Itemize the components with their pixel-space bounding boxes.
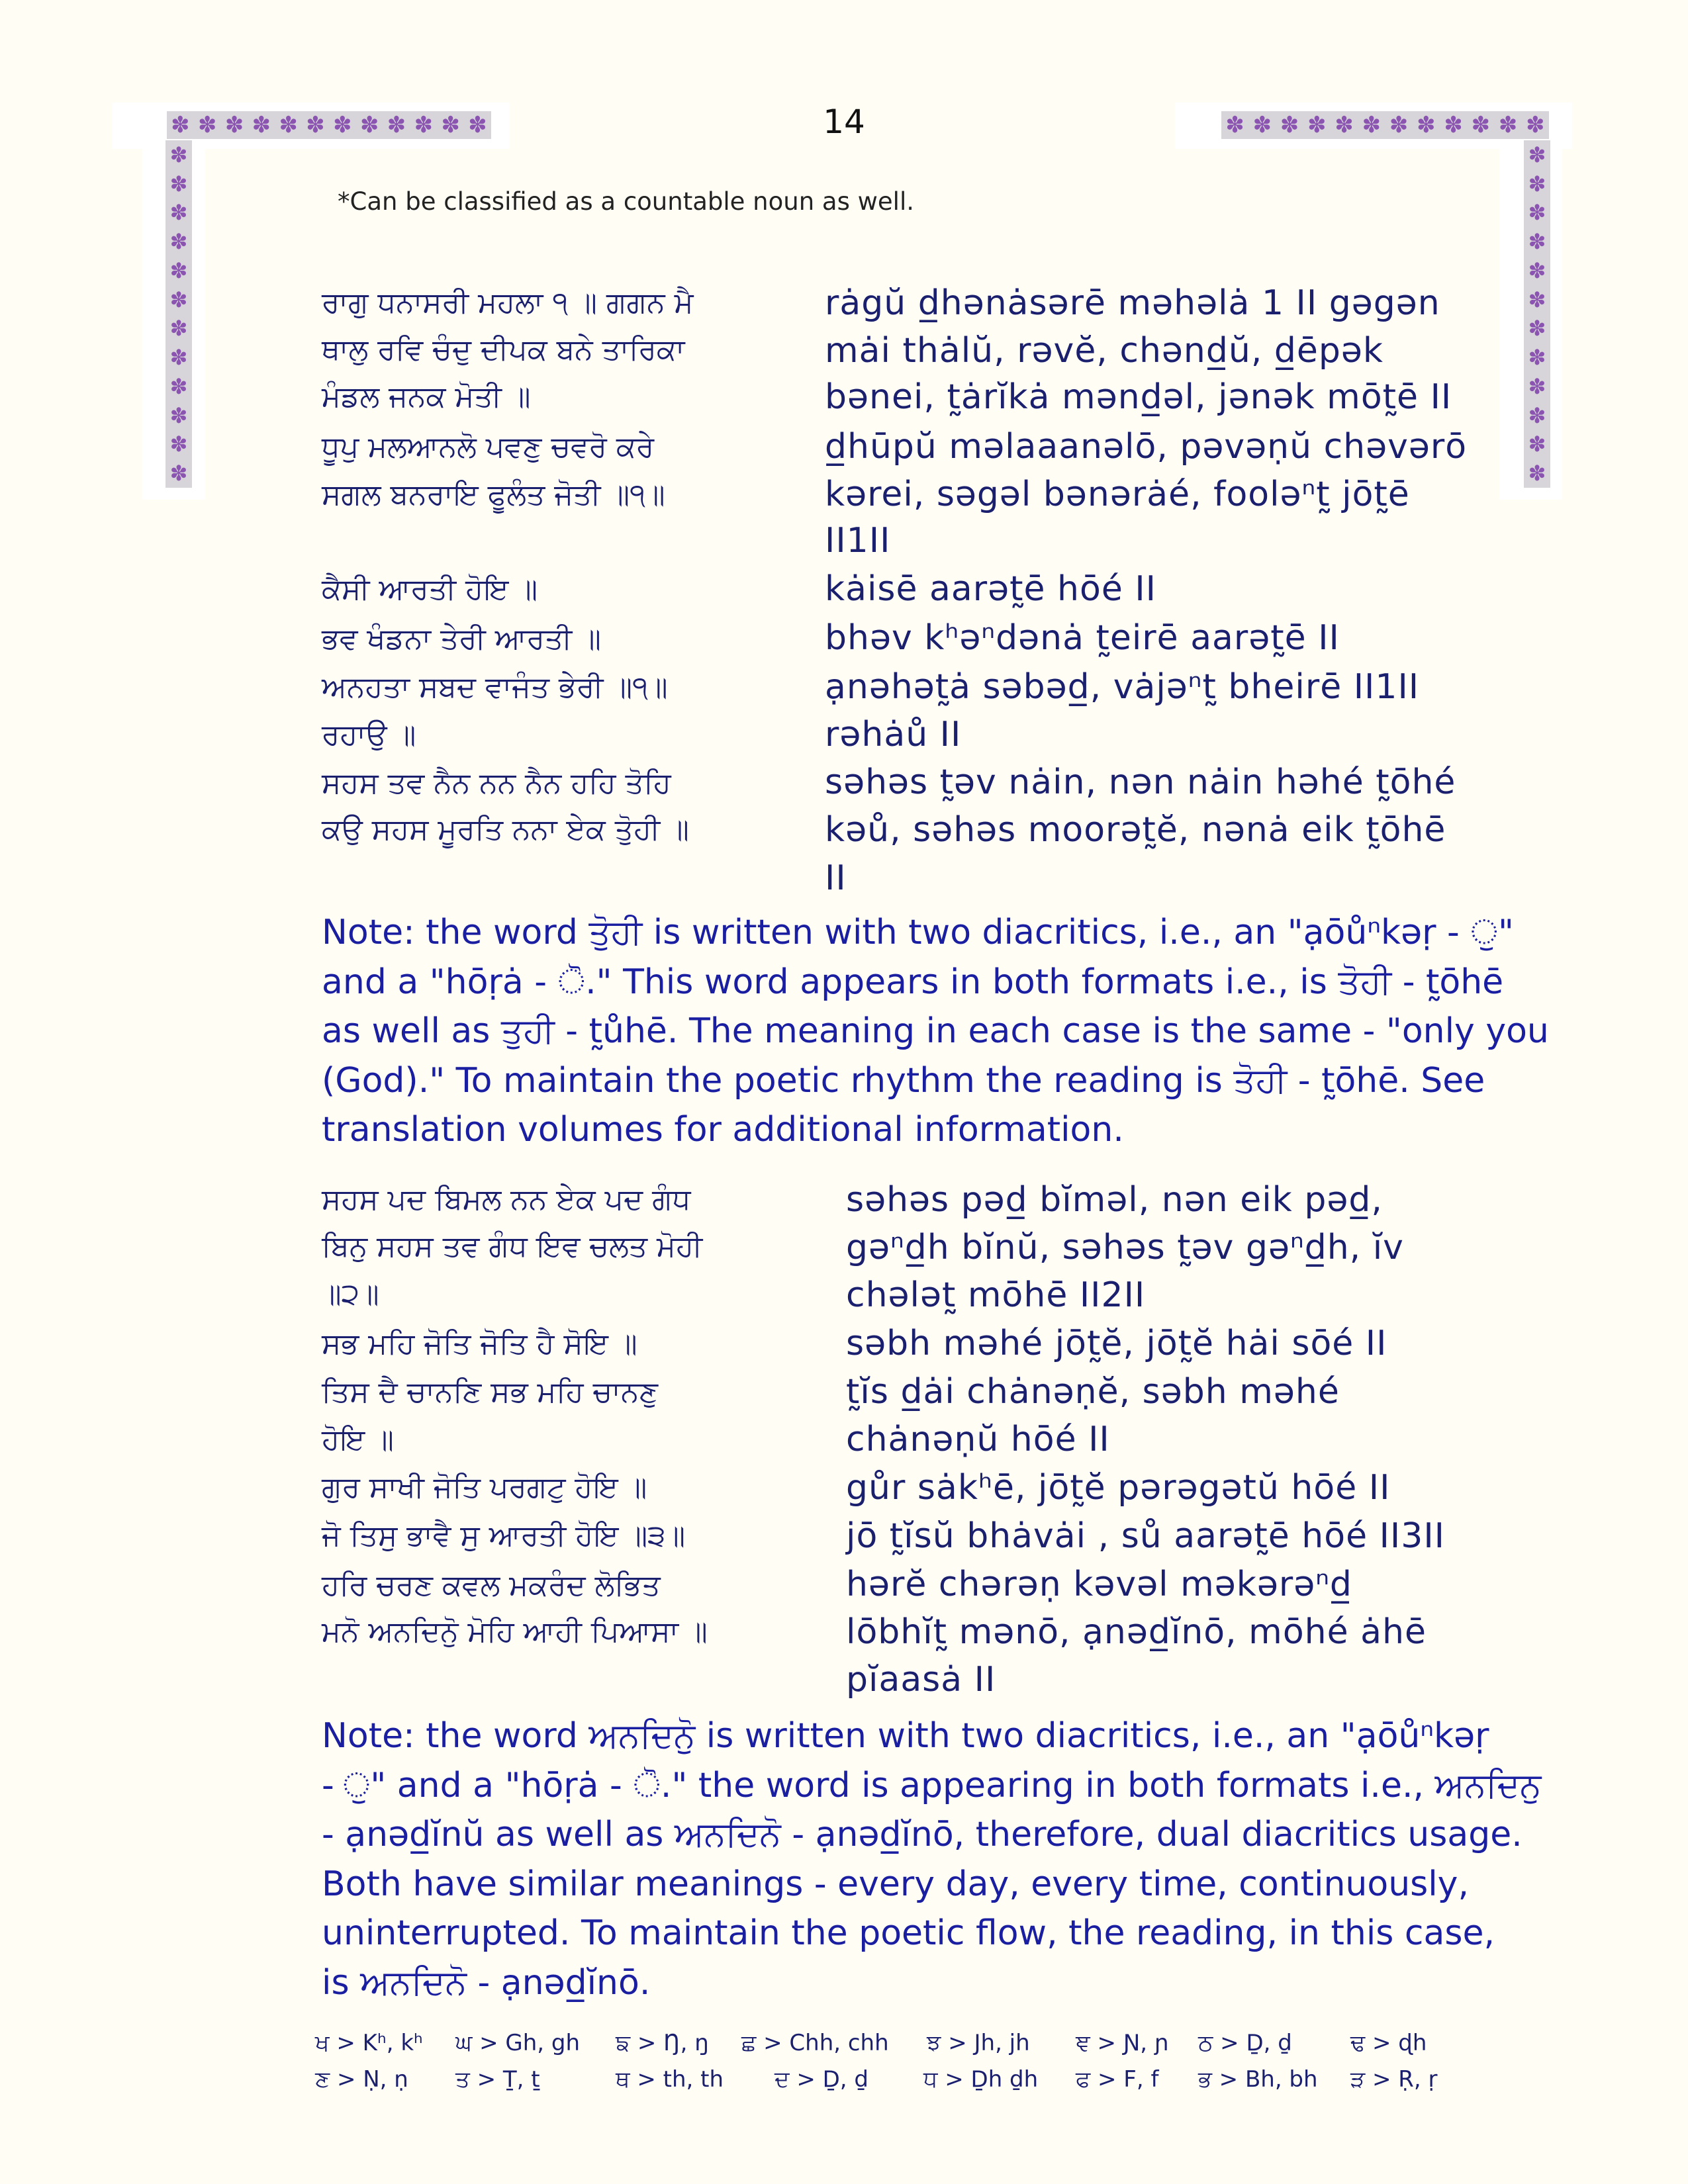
gurmukhi-line: ਜੋ ਤਿਸੁ ਭਾਵੈ ਸੁ ਆਰਤੀ ਹੋਇ ॥੩॥: [322, 1519, 686, 1553]
legend-item: ਙ > Ŋ, ŋ: [616, 2030, 709, 2056]
gurmukhi-line: ਸਹਸ ਤਵ ਨੈਨ ਨਨ ਨੈਨ ਹਹਿ ਤੋਹਿ: [322, 766, 671, 800]
note-line: Note: the word ਅਨਦਿਨੁੋ is written with two diacritics, i.e., an "ạōůⁿkəṛ: [322, 1716, 1489, 1756]
gurmukhi-line: ਸਭ ਮਹਿ ਜੋਤਿ ਜੋਤਿ ਹੈ ਸੋਇ ॥: [322, 1327, 637, 1361]
note-line: - ੁ" and a "hōṛȧ - ੋ." the word is appearing in both formats i.e., ਅਨਦਿਨੁ: [322, 1765, 1542, 1805]
gurmukhi-line: ਭਵ ਖੰਡਨਾ ਤੇਰੀ ਆਰਤੀ ॥: [322, 622, 601, 656]
transliteration-line: səbh məhé jōt̰ĕ, jōt̰ĕ hȧi sōé II: [846, 1324, 1387, 1363]
legend-item: ੜ > Ṛ, ṛ: [1350, 2066, 1438, 2093]
legend-item: ਥ > th, th: [616, 2066, 724, 2093]
note-line: (God)." To maintain the poetic rhythm the reading is ਤੋਹੀ - t̰ōhē. See: [322, 1060, 1485, 1101]
transliteration-line: t̰ĭs d̲ȧi chȧnəṇĕ, səbh məhé: [846, 1372, 1340, 1412]
transliteration-line: kərei, səgəl bənərȧé, fooləⁿt̰ jōt̰ē: [825, 475, 1410, 514]
gurmukhi-line: ਰਹਾਉ ॥: [322, 718, 416, 752]
transliteration-line: II: [825, 858, 847, 898]
legend-item: ਠ > Ḏ, ḏ: [1198, 2030, 1292, 2056]
transliteration-line: lōbhĭt̰ mənō, ạnəd̲ĭnō, mōhé ȧhē: [846, 1612, 1427, 1652]
transliteration-line: ạnəhət̰ȧ səbəd̲, vȧjəⁿt̰ bheirē II1II: [825, 667, 1420, 707]
gurmukhi-line: ਰਾਗੁ ਧਨਾਸਰੀ ਮਹਲਾ ੧ ॥ ਗਗਨ ਮੈ: [322, 286, 694, 320]
transliteration-line: gůr sȧkʰē, jōt̰ĕ pərəgətŭ hōé II: [846, 1468, 1391, 1508]
transliteration-line: bənei, t̰ȧrĭkȧ mənd̲əl, jənək mōt̰ē II: [825, 377, 1452, 417]
gurmukhi-line: ਸਹਸ ਪਦ ਬਿਮਲ ਨਨ ਏਕ ਪਦ ਗੰਧ: [322, 1183, 691, 1216]
legend-item: ਝ > Jh, jh: [927, 2030, 1030, 2056]
note-line: uninterrupted. To maintain the poetic flow, the reading, in this case,: [322, 1913, 1495, 1953]
transliteration-line: jō t̰ĭsŭ bhȧvȧi , sů aarət̰ē hōé II3II: [846, 1516, 1446, 1556]
page-number: 14: [823, 103, 865, 141]
transliteration-line: gəⁿd̲h bĭnŭ, səhəs t̰əv gəⁿd̲h, ĭv: [846, 1228, 1404, 1267]
gurmukhi-line: ॥੨॥: [322, 1277, 379, 1311]
gurmukhi-line: ਹੋਇ ॥: [322, 1423, 394, 1457]
legend-item: ਖ > Kʰ, kʰ: [315, 2030, 423, 2056]
gurmukhi-line: ਹਰਿ ਚਰਣ ਕਵਲ ਮਕਰੰਦ ਲੋਭਿਤ: [322, 1569, 661, 1602]
gurmukhi-line: ਧੂਪੁ ਮਲਆਨਲੋ ਪਵਣੁ ਚਵਰੋ ਕਰੇ: [322, 430, 655, 464]
gurmukhi-line: ਮਨੋ ਅਨਦਿਨੁੋ ਮੋਹਿ ਆਹੀ ਪਿਆਸਾ ॥: [322, 1615, 708, 1649]
note-2: [322, 1711, 1542, 2007]
legend-item: ਘ > Gh, gh: [455, 2030, 581, 2056]
transliteration-line: səhəs pəd̲ bĭməl, nən eik pəd̲,: [846, 1180, 1383, 1220]
gurmukhi-line: ਮੰਡਲ ਜਨਕ ਮੋਤੀ ॥: [322, 380, 531, 414]
ornament-strip-right: ✽ ✽ ✽ ✽ ✽ ✽ ✽ ✽ ✽ ✽ ✽ ✽: [1524, 140, 1550, 488]
legend-item: ਛ > Chh, chh: [741, 2030, 889, 2056]
note-line: Note: the word ਤੁੋਹੀ is written with two diacritics, i.e., an "ạōůⁿkəṛ - ੁ": [322, 913, 1514, 952]
note-line: - ạnəd̲ĭnŭ as well as ਅਨਦਿਨੋ - ạnəd̲ĭnō, therefore, dual diacritics usage.: [322, 1815, 1523, 1854]
legend-item: ਭ > Bh, bh: [1198, 2066, 1318, 2093]
transliteration-line: d̲hūpŭ məlaaanəlō, pəvəṇŭ chəvərō: [825, 427, 1468, 467]
note-line: translation volumes for additional information.: [322, 1110, 1124, 1150]
legend-item: ਢ > ɖh: [1350, 2030, 1427, 2056]
footnote: *Can be classified as a countable noun as well.: [338, 187, 914, 216]
note-line: as well as ਤੁਹੀ - t̰ůhē. The meaning in each case is the same - "only you: [322, 1011, 1549, 1051]
transliteration-line: pĭaasȧ II: [846, 1660, 996, 1700]
legend-item: ਦ > Ḏ, ḏ: [774, 2066, 868, 2093]
transliteration-line: kȧisē aarət̰ē hōé II: [825, 569, 1157, 609]
gurmukhi-line: ਅਨਹਤਾ ਸਬਦ ਵਾਜੰਤ ਭੇਰੀ ॥੧॥: [322, 670, 668, 704]
gurmukhi-line: ਗੁਰ ਸਾਖੀ ਜੋਤਿ ਪਰਗਟੁ ਹੋਇ ॥: [322, 1471, 647, 1504]
legend-item: ਤ > Ṯ, ṯ: [455, 2066, 540, 2093]
note-line: is ਅਨਦਿਨੋ - ạnəd̲ĭnō.: [322, 1962, 651, 2003]
transliteration-line: səhəs t̰əv nȧin, nən nȧin həhé t̰ōhé: [825, 762, 1456, 802]
transliteration-line: chȧnəṇŭ hōé II: [846, 1420, 1110, 1459]
ornament-strip-left: ✽ ✽ ✽ ✽ ✽ ✽ ✽ ✽ ✽ ✽ ✽ ✽: [165, 140, 192, 488]
legend-item: ਧ > Ḏh ḏh: [923, 2066, 1039, 2093]
transliteration-line: II1II: [825, 521, 891, 561]
ornament-strip-top-left: ✽ ✽ ✽ ✽ ✽ ✽ ✽ ✽ ✽ ✽ ✽ ✽: [167, 111, 491, 139]
gurmukhi-line: ਤਿਸ ਦੈ ਚਾਨਣਿ ਸਭ ਮਹਿ ਚਾਨਣੁ: [322, 1375, 659, 1409]
transliteration-line: rȧgŭ d̲hənȧsərē məhəlȧ 1 II gəgən: [825, 283, 1440, 323]
transliteration-line: hərĕ chərəṇ kəvəl məkərəⁿd̲: [846, 1565, 1352, 1604]
legend-item: ਞ > Ɲ, ɲ: [1076, 2030, 1169, 2056]
transliteration-line: kəů, səhəs moorət̰ĕ, nənȧ eik t̰ōhē: [825, 810, 1446, 850]
transliteration-line: rəhȧů II: [825, 715, 962, 754]
note-1: [322, 908, 1549, 1155]
transliteration-line: bhəv kʰəⁿdənȧ t̰eirē aarət̰ē II: [825, 618, 1340, 658]
note-line: and a "hōṛȧ - ੋ." This word appears in both formats i.e., is ਤੋਹੀ - t̰ōhē: [322, 962, 1504, 1002]
gurmukhi-line: ਸਗਲ ਬਨਰਾਇ ਫੂਲੰਤ ਜੋਤੀ ॥੧॥: [322, 478, 665, 512]
transliteration-line: mȧi thȧlŭ, rəvĕ, chənd̲ŭ, d̲ēpək: [825, 331, 1383, 371]
transliteration-line: chələt̰ mōhē II2II: [846, 1275, 1146, 1315]
ornament-strip-top-right: ✽ ✽ ✽ ✽ ✽ ✽ ✽ ✽ ✽ ✽ ✽ ✽: [1221, 111, 1549, 139]
gurmukhi-line: ਬਿਨੁ ਸਹਸ ਤਵ ਗੰਧ ਇਵ ਚਲਤ ਮੋਹੀ: [322, 1230, 703, 1263]
legend-item: ਣ > Ṇ, ṇ: [315, 2066, 408, 2093]
note-line: Both have similar meanings - every day, every time, continuously,: [322, 1864, 1469, 1904]
gurmukhi-line: ਕਉ ਸਹਸ ਮੂਰਤਿ ਨਨਾ ਏਕ ਤੁੋਹੀ ॥: [322, 813, 689, 846]
gurmukhi-line: ਕੈਸੀ ਆਰਤੀ ਹੋਇ ॥: [322, 572, 538, 606]
legend-item: ਫ > F, f: [1076, 2066, 1159, 2093]
gurmukhi-line: ਥਾਲੁ ਰਵਿ ਚੰਦੁ ਦੀਪਕ ਬਨੇ ਤਾਰਿਕਾ: [322, 333, 685, 367]
